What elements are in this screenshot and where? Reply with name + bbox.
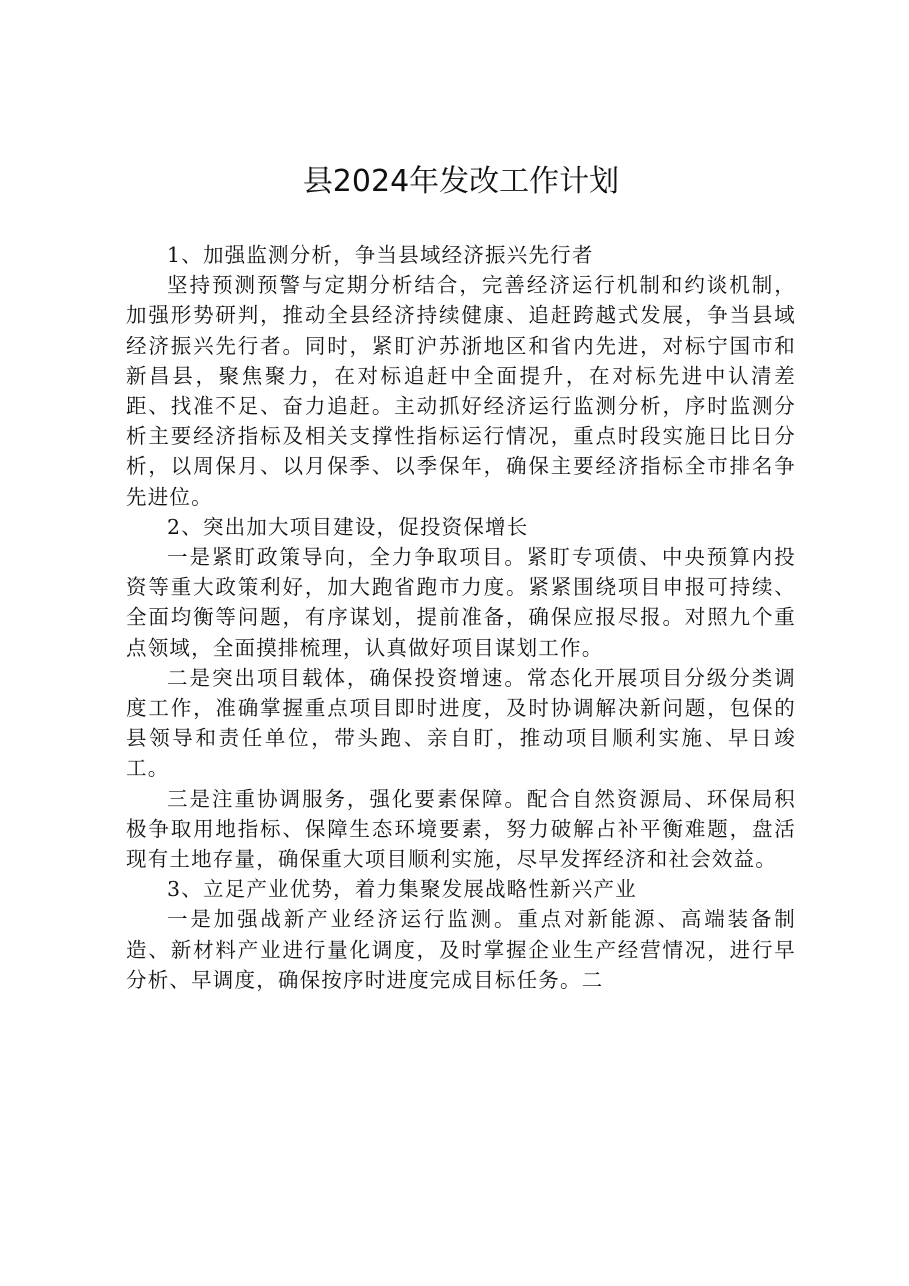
body-paragraph: 一是紧盯政策导向，全力争取项目。紧盯专项债、中央预算内投资等重大政策利好，加大跑省跑市力度。紧紧围绕项目申报可持续、全面均衡等问题，有序谋划，提前准备，确保应报尽报。对照九个重点领域，全面摸排梳理，认真做好项目谋划工作。 (126, 545, 796, 660)
section-heading-3: 3、立足产业优势，着力集聚发展战略性新兴产业 (167, 877, 637, 902)
section-heading-2: 2、突出加大项目建设，促投资保增长 (167, 514, 529, 539)
document-title: 县2024年发改工作计划 (302, 164, 620, 199)
body-paragraph: 坚持预测预警与定期分析结合，完善经济运行机制和约谈机制，加强形势研判，推动全县经济持续健康、追赶跨越式发展，争当县域经济振兴先行者。同时，紧盯沪苏浙地区和省内先进，对标宁国市和新昌县，聚焦聚力，在对标追赶中全面提升，在对标先进中认清差距、找准不足、奋力追赶。主动抓好经济运行监测分析，序时监测分析主要经济指标及相关支撑性指标运行情况，重点时段实施日比日分析，以周保月、以月保季、以季保年，确保主要经济指标全市排名争先进位。 (126, 273, 796, 509)
body-paragraph: 一是加强战新产业经济运行监测。重点对新能源、高端装备制造、新材料产业进行量化调度，及时掌握企业生产经营情况，进行早分析、早调度，确保按序时进度完成目标任务。二 (126, 907, 796, 992)
section-heading-1: 1、加强监测分析，争当县域经济振兴先行者 (167, 243, 594, 267)
document-page (126, 158, 796, 995)
body-paragraph: 二是突出项目载体，确保投资增速。常态化开展项目分级分类调度工作，准确掌握重点项目即时进度，及时协调解决新问题，包保的县领导和责任单位，带头跑、亲自盯，推动项目顺利实施、早日竣工。 (126, 665, 796, 781)
body-paragraph: 三是注重协调服务，强化要素保障。配合自然资源局、环保局积极争取用地指标、保障生态环境要素，努力破解占补平衡难题，盘活现有土地存量，确保重大项目顺利实施，尽早发挥经济和社会效益。 (126, 786, 796, 872)
